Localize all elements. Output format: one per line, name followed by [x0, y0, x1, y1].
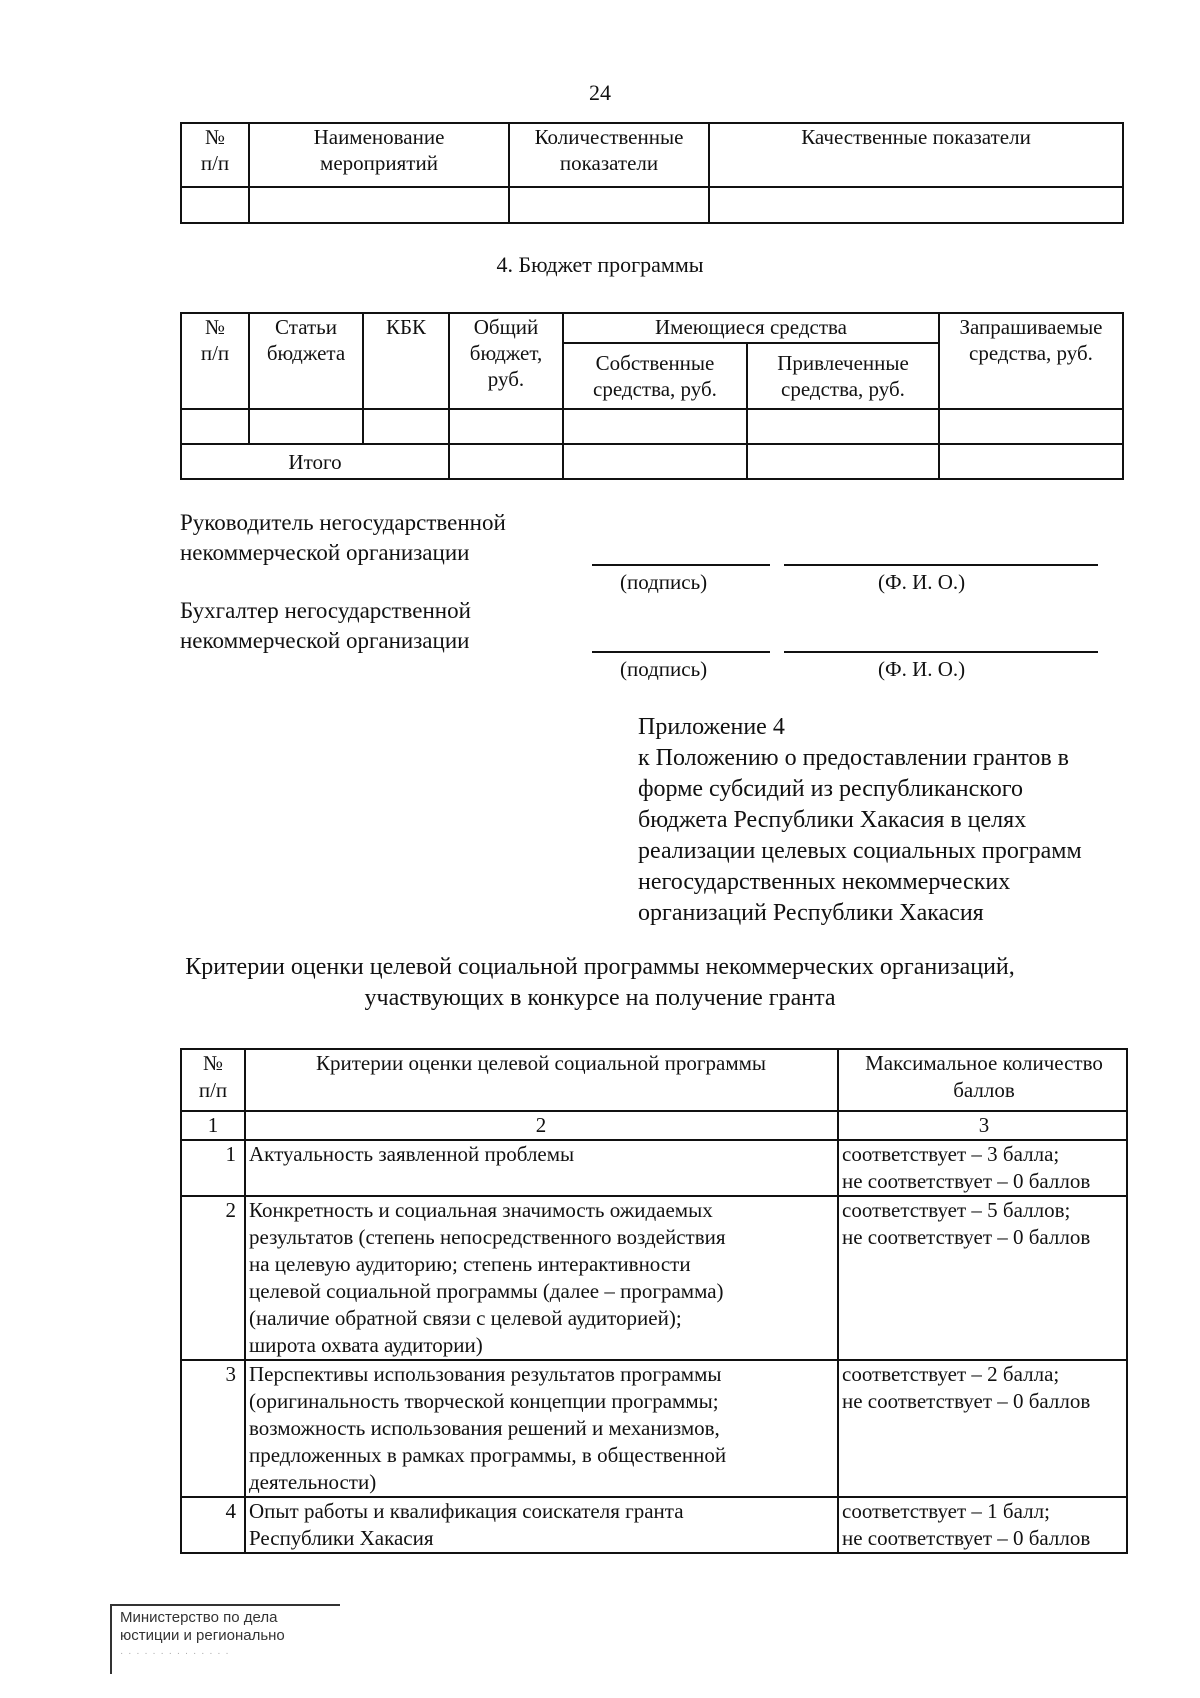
column-number: 2: [245, 1111, 838, 1140]
page-number: 24: [589, 80, 611, 105]
head-signature-label: Руководитель негосударственной некоммерческой организации: [180, 510, 506, 565]
appendix-block: [638, 712, 1138, 929]
table-row: [181, 1196, 1127, 1360]
empty-cell[interactable]: [449, 409, 563, 444]
empty-cell[interactable]: [709, 187, 1123, 223]
stamp-line: юстиции и регионально: [120, 1627, 285, 1644]
section-title: 4. Бюджет программы: [496, 252, 704, 277]
empty-cell[interactable]: [449, 444, 563, 479]
column-number: 3: [838, 1111, 1127, 1140]
stamp-line: Министерство по дела: [120, 1609, 278, 1626]
header-cell-requested: Запрашиваемые средства, руб.: [939, 313, 1123, 409]
empty-cell[interactable]: [181, 409, 249, 444]
budget-table: [180, 312, 1124, 480]
table-row: [181, 1140, 1127, 1196]
empty-cell[interactable]: [509, 187, 709, 223]
empty-cell[interactable]: [747, 409, 939, 444]
head-signature-caption: (подпись): [620, 570, 708, 594]
header-cell-total-budget: Общий бюджет, руб.: [449, 313, 563, 409]
total-row: [181, 444, 1123, 479]
empty-cell[interactable]: [363, 409, 449, 444]
stamp-faint-text: · · · · · · · · · · · · · ·: [120, 1648, 230, 1659]
accountant-signature-label: Бухгалтер негосударственной некоммерческой организации: [180, 598, 471, 653]
empty-cell[interactable]: [249, 187, 509, 223]
row-number: 2: [181, 1196, 245, 1360]
table-header-row: [181, 313, 1123, 343]
header-cell-available: Имеющиеся средства: [563, 313, 939, 343]
document-title: Критерии оценки целевой социальной программы некоммерческих организаций, участвующих в конкурсе на получение гранта: [185, 954, 1015, 1011]
header-cell-quantitative: Количественные показатели: [509, 123, 709, 187]
header-cell-qualitative: Качественные показатели: [709, 123, 1123, 187]
empty-cell[interactable]: [939, 409, 1123, 444]
accountant-signature-line[interactable]: [592, 651, 770, 653]
empty-cell[interactable]: [563, 444, 747, 479]
appendix-text: к Положению о предоставлении грантов в форме субсидий из республиканского бюджета Республики Хакасия в целях реализации целевых социальных программ негосударственных некоммерческих организаций Республики Хакасия: [638, 745, 1082, 926]
empty-cell[interactable]: [181, 187, 249, 223]
criterion-text: Конкретность и социальная значимость ожидаемых результатов (степень непосредственного воздействия на целевую аудиторию; степень интерактивности целевой социальной программы (далее – программа) (наличие обратной связи с целевой аудиторией); широта охвата аудитории): [245, 1196, 838, 1360]
header-cell-number: № п/п: [181, 1049, 245, 1111]
registration-stamp: [110, 1604, 340, 1674]
criterion-text: Опыт работы и квалификация соискателя гранта Республики Хакасия: [245, 1497, 838, 1553]
column-number: 1: [181, 1111, 245, 1140]
accountant-name-line[interactable]: [784, 651, 1098, 653]
appendix-title: Приложение 4: [638, 714, 785, 740]
header-cell-attracted-funds: Привлеченные средства, руб.: [747, 343, 939, 409]
row-number: 1: [181, 1140, 245, 1196]
criteria-table: [180, 1048, 1128, 1554]
table-header-row: [181, 1049, 1127, 1111]
column-numbers-row: [181, 1111, 1127, 1140]
criterion-text: Актуальность заявленной проблемы: [245, 1140, 838, 1196]
table-row: [181, 1497, 1127, 1553]
table-row: [181, 409, 1123, 444]
header-cell-activity-name: Наименование мероприятий: [249, 123, 509, 187]
score-text: соответствует – 2 балла; не соответствует – 0 баллов: [838, 1360, 1127, 1497]
head-name-line[interactable]: [784, 564, 1098, 566]
header-cell-own-funds: Собственные средства, руб.: [563, 343, 747, 409]
empty-cell[interactable]: [249, 409, 363, 444]
header-cell-criteria: Критерии оценки целевой социальной программы: [245, 1049, 838, 1111]
header-cell-max-score: Максимальное количество баллов: [838, 1049, 1127, 1111]
empty-cell[interactable]: [939, 444, 1123, 479]
accountant-name-caption: (Ф. И. О.): [878, 657, 966, 681]
criterion-text: Перспективы использования результатов программы (оригинальность творческой концепции программы; возможность использования решений и механизмов, предложенных в рамках программы, в общественной деятельности): [245, 1360, 838, 1497]
table-row: [181, 1360, 1127, 1497]
row-number: 3: [181, 1360, 245, 1497]
accountant-signature-caption: (подпись): [620, 657, 708, 681]
header-cell-kbk: КБК: [363, 313, 449, 409]
total-label: Итого: [181, 444, 449, 479]
table-header-row: [181, 123, 1123, 187]
header-cell-number: № п/п: [181, 313, 249, 409]
score-text: соответствует – 5 баллов; не соответствует – 0 баллов: [838, 1196, 1127, 1360]
empty-cell[interactable]: [747, 444, 939, 479]
head-signature-line[interactable]: [592, 564, 770, 566]
row-number: 4: [181, 1497, 245, 1553]
head-name-caption: (Ф. И. О.): [878, 570, 966, 594]
empty-cell[interactable]: [563, 409, 747, 444]
header-cell-articles: Статьи бюджета: [249, 313, 363, 409]
activities-table: [180, 122, 1124, 224]
header-cell-number: № п/п: [181, 123, 249, 187]
score-text: соответствует – 3 балла; не соответствует – 0 баллов: [838, 1140, 1127, 1196]
table-row: [181, 187, 1123, 223]
score-text: соответствует – 1 балл; не соответствует – 0 баллов: [838, 1497, 1127, 1553]
